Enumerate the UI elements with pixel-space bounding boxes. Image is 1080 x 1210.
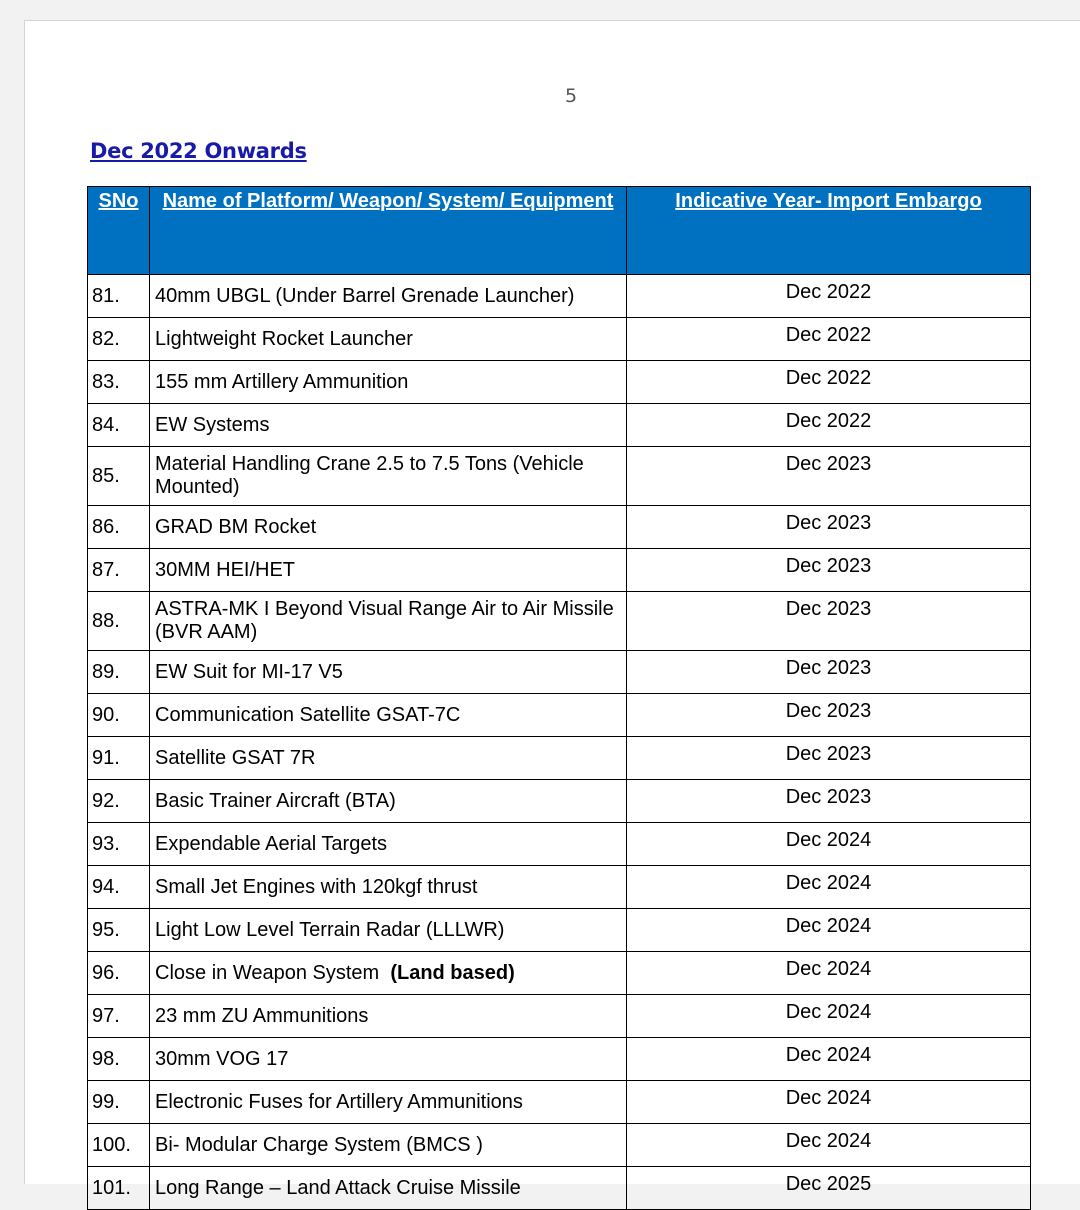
cell-name: 155 mm Artillery Ammunition (150, 361, 627, 404)
cell-year: Dec 2023 (627, 506, 1031, 549)
cell-name: Lightweight Rocket Launcher (150, 318, 627, 361)
cell-sno: 98. (88, 1038, 150, 1081)
table-row (88, 909, 1031, 952)
table-row (88, 995, 1031, 1038)
cell-name: Expendable Aerial Targets (150, 823, 627, 866)
cell-year: Dec 2024 (627, 1124, 1031, 1167)
embargo-table (87, 186, 1031, 1210)
cell-sno: 82. (88, 318, 150, 361)
cell-name: Communication Satellite GSAT-7C (150, 694, 627, 737)
cell-year: Dec 2024 (627, 823, 1031, 866)
cell-sno: 101. (88, 1167, 150, 1210)
cell-year: Dec 2022 (627, 404, 1031, 447)
cell-sno: 81. (88, 275, 150, 318)
cell-name: Material Handling Crane 2.5 to 7.5 Tons (Vehicle Mounted) (150, 447, 627, 506)
cell-name: 30mm VOG 17 (150, 1038, 627, 1081)
cell-name: Light Low Level Terrain Radar (LLLWR) (150, 909, 627, 952)
cell-year: Dec 2025 (627, 1167, 1031, 1210)
cell-name: EW Systems (150, 404, 627, 447)
cell-name: Long Range – Land Attack Cruise Missile (150, 1167, 627, 1210)
cell-name (150, 952, 627, 995)
table-row (88, 952, 1031, 995)
table-row (88, 1124, 1031, 1167)
cell-year: Dec 2022 (627, 275, 1031, 318)
cell-sno: 86. (88, 506, 150, 549)
cell-sno: 100. (88, 1124, 150, 1167)
cell-year: Dec 2023 (627, 651, 1031, 694)
cell-year: Dec 2022 (627, 361, 1031, 404)
cell-sno: 95. (88, 909, 150, 952)
table-row (88, 780, 1031, 823)
cell-sno: 88. (88, 592, 150, 651)
cell-name: EW Suit for MI-17 V5 (150, 651, 627, 694)
cell-sno: 93. (88, 823, 150, 866)
cell-sno: 89. (88, 651, 150, 694)
cell-name: 30MM HEI/HET (150, 549, 627, 592)
cell-year: Dec 2023 (627, 592, 1031, 651)
cell-year: Dec 2023 (627, 737, 1031, 780)
cell-sno: 83. (88, 361, 150, 404)
table-row (88, 592, 1031, 651)
cell-sno: 92. (88, 780, 150, 823)
cell-year: Dec 2024 (627, 909, 1031, 952)
cell-year: Dec 2024 (627, 995, 1031, 1038)
table-row (88, 404, 1031, 447)
table-row (88, 447, 1031, 506)
cell-name: Satellite GSAT 7R (150, 737, 627, 780)
table-row (88, 823, 1031, 866)
table-row (88, 651, 1031, 694)
cell-name: 23 mm ZU Ammunitions (150, 995, 627, 1038)
table-row (88, 506, 1031, 549)
table-row (88, 866, 1031, 909)
cell-sno: 91. (88, 737, 150, 780)
table-row (88, 694, 1031, 737)
cell-name: 40mm UBGL (Under Barrel Grenade Launcher) (150, 275, 627, 318)
cell-year: Dec 2024 (627, 1038, 1031, 1081)
cell-year: Dec 2023 (627, 447, 1031, 506)
header-name: Name of Platform/ Weapon/ System/ Equipment (150, 187, 627, 275)
header-sno: SNo (88, 187, 150, 275)
cell-year: Dec 2023 (627, 549, 1031, 592)
cell-year: Dec 2022 (627, 318, 1031, 361)
table-row (88, 737, 1031, 780)
table-row (88, 1081, 1031, 1124)
cell-name: Electronic Fuses for Artillery Ammunitions (150, 1081, 627, 1124)
table-row (88, 1167, 1031, 1210)
cell-sno: 90. (88, 694, 150, 737)
header-year: Indicative Year- Import Embargo (627, 187, 1031, 275)
cell-sno: 97. (88, 995, 150, 1038)
cell-sno: 96. (88, 952, 150, 995)
page-number: 5 (565, 85, 578, 107)
table-header-row (88, 187, 1031, 275)
cell-name: Bi- Modular Charge System (BMCS ) (150, 1124, 627, 1167)
cell-sno: 99. (88, 1081, 150, 1124)
cell-year: Dec 2023 (627, 780, 1031, 823)
cell-year: Dec 2023 (627, 694, 1031, 737)
section-title: Dec 2022 Onwards (90, 139, 307, 163)
cell-name: ASTRA-MK I Beyond Visual Range Air to Air Missile (BVR AAM) (150, 592, 627, 651)
cell-name: Basic Trainer Aircraft (BTA) (150, 780, 627, 823)
cell-sno: 94. (88, 866, 150, 909)
table-row (88, 361, 1031, 404)
cell-name-suffix: (Land based) (390, 962, 515, 984)
table-row (88, 549, 1031, 592)
table-row (88, 318, 1031, 361)
cell-year: Dec 2024 (627, 1081, 1031, 1124)
cell-sno: 84. (88, 404, 150, 447)
cell-year: Dec 2024 (627, 866, 1031, 909)
cell-year: Dec 2024 (627, 952, 1031, 995)
cell-sno: 87. (88, 549, 150, 592)
document-page (24, 20, 1080, 1199)
table-row (88, 275, 1031, 318)
cell-name-text: Close in Weapon System (155, 962, 380, 984)
table-row (88, 1038, 1031, 1081)
cell-sno: 85. (88, 447, 150, 506)
cell-name: GRAD BM Rocket (150, 506, 627, 549)
cell-name: Small Jet Engines with 120kgf thrust (150, 866, 627, 909)
